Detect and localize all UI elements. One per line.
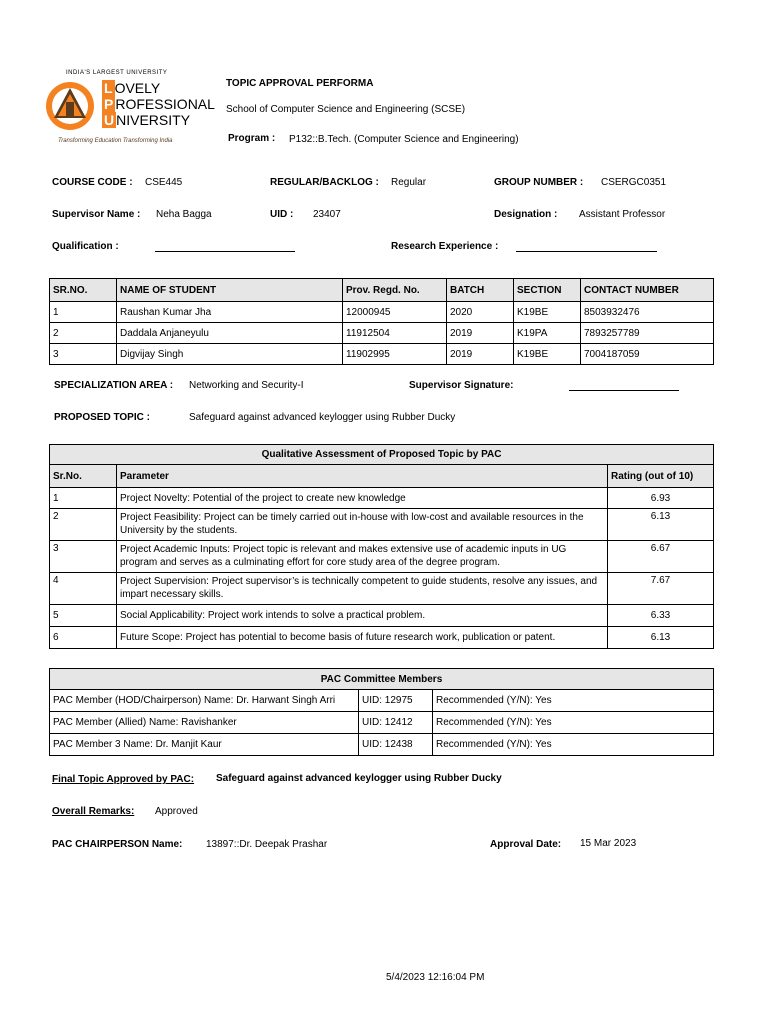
- proposed-topic-label: PROPOSED TOPIC :: [54, 412, 150, 423]
- supervisor-signature-label: Supervisor Signature:: [409, 380, 514, 391]
- logo-emblem-icon: [44, 80, 96, 132]
- table-row: [50, 627, 714, 649]
- approval-date-label: Approval Date:: [490, 839, 562, 850]
- students-header-row: [50, 279, 714, 302]
- specialization-label: SPECIALIZATION AREA :: [54, 380, 174, 391]
- table-cell: 7893257789: [581, 323, 714, 344]
- course-code-value: CSE445: [145, 177, 183, 188]
- table-cell: PAC Member (Allied) Name: Ravishanker: [50, 712, 359, 734]
- table-row: [50, 488, 714, 509]
- parameter-cell: Social Applicability: Project work intends to solve a practical problem.: [117, 605, 608, 627]
- table-row: [50, 323, 714, 344]
- table-cell: PAC Member 3 Name: Dr. Manjit Kaur: [50, 734, 359, 756]
- table-cell: 11912504: [343, 323, 447, 344]
- table-cell: 6: [50, 627, 117, 649]
- table-cell: Daddala Anjaneyulu: [117, 323, 343, 344]
- uid-label: UID :: [270, 209, 294, 220]
- table-row: [50, 605, 714, 627]
- supervisor-name-value: Neha Bagga: [156, 209, 212, 220]
- group-number-value: CSERGC0351: [601, 177, 667, 188]
- table-cell: 2019: [447, 323, 514, 344]
- table-cell: 1: [50, 302, 117, 323]
- rating-cell: 6.33: [608, 605, 714, 627]
- table-cell: 7004187059: [581, 344, 714, 365]
- table-cell: 12000945: [343, 302, 447, 323]
- table-cell: Recommended (Y/N): Yes: [433, 690, 714, 712]
- table-row: [50, 541, 714, 573]
- table-cell: UID: 12412: [359, 712, 433, 734]
- form-title: TOPIC APPROVAL PERFORMA: [226, 78, 374, 89]
- logo-tagline-top: INDIA'S LARGEST UNIVERSITY: [66, 70, 168, 76]
- parameter-cell: Project Novelty: Potential of the project to create new knowledge: [117, 488, 608, 509]
- table-cell: UID: 12975: [359, 690, 433, 712]
- regular-backlog-label: REGULAR/BACKLOG :: [270, 177, 379, 188]
- pac-title-row: [50, 669, 714, 690]
- column-header: Rating (out of 10): [608, 465, 714, 488]
- table-cell: 4: [50, 573, 117, 605]
- rating-cell: 6.93: [608, 488, 714, 509]
- table-row: [50, 302, 714, 323]
- research-experience-label: Research Experience :: [391, 241, 499, 252]
- rating-cell: 6.67: [608, 541, 714, 573]
- qualification-blank-line: [155, 251, 295, 252]
- table-cell: K19PA: [514, 323, 581, 344]
- pac-title: PAC Committee Members: [50, 669, 714, 690]
- column-header: SR.NO.: [50, 279, 117, 302]
- assessment-table: [49, 444, 714, 649]
- print-timestamp: 5/4/2023 12:16:04 PM: [386, 972, 485, 983]
- assessment-header-row: [50, 465, 714, 488]
- uid-value: 23407: [313, 209, 341, 220]
- parameter-cell: Project Feasibility: Project can be timely carried out in-house with low-cost and available resources in the University by the students.: [117, 509, 608, 541]
- rating-cell: 7.67: [608, 573, 714, 605]
- table-cell: Recommended (Y/N): Yes: [433, 734, 714, 756]
- final-topic-value: Safeguard against advanced keylogger using Rubber Ducky: [216, 773, 502, 784]
- table-cell: 2: [50, 509, 117, 541]
- table-row: [50, 573, 714, 605]
- regular-backlog-value: Regular: [391, 177, 427, 188]
- university-logo: [44, 70, 215, 150]
- table-row: [50, 734, 714, 756]
- column-header: NAME OF STUDENT: [117, 279, 343, 302]
- table-cell: PAC Member (HOD/Chairperson) Name: Dr. Harwant Singh Arri: [50, 690, 359, 712]
- program-value: P132::B.Tech. (Computer Science and Engineering): [289, 134, 519, 145]
- column-header: SECTION: [514, 279, 581, 302]
- table-cell: Digvijay Singh: [117, 344, 343, 365]
- parameter-cell: Future Scope: Project has potential to become basis of future research work, publication or patent.: [117, 627, 608, 649]
- final-topic-label: Final Topic Approved by PAC:: [52, 774, 195, 785]
- table-cell: Recommended (Y/N): Yes: [433, 712, 714, 734]
- table-cell: UID: 12438: [359, 734, 433, 756]
- approval-date-value: 15 Mar 2023: [580, 838, 637, 849]
- table-cell: Raushan Kumar Jha: [117, 302, 343, 323]
- research-blank-line: [516, 251, 657, 252]
- proposed-topic-value: Safeguard against advanced keylogger using Rubber Ducky: [189, 412, 456, 423]
- column-header: Prov. Regd. No.: [343, 279, 447, 302]
- column-header: CONTACT NUMBER: [581, 279, 714, 302]
- pac-chairperson-label: PAC CHAIRPERSON Name:: [52, 839, 183, 850]
- assessment-title: Qualitative Assessment of Proposed Topic by PAC: [50, 445, 714, 465]
- table-row: [50, 690, 714, 712]
- table-cell: K19BE: [514, 302, 581, 323]
- table-cell: 1: [50, 488, 117, 509]
- table-cell: 3: [50, 541, 117, 573]
- table-cell: 3: [50, 344, 117, 365]
- designation-value: Assistant Professor: [579, 209, 666, 220]
- table-row: [50, 712, 714, 734]
- table-row: [50, 344, 714, 365]
- logo-tagline-bottom: Transforming Education Transforming India: [58, 138, 173, 144]
- program-label: Program :: [228, 133, 276, 144]
- table-cell: 5: [50, 605, 117, 627]
- table-cell: 8503932476: [581, 302, 714, 323]
- column-header: Sr.No.: [50, 465, 117, 488]
- rating-cell: 6.13: [608, 509, 714, 541]
- qualification-label: Qualification :: [52, 241, 119, 252]
- column-header: BATCH: [447, 279, 514, 302]
- table-row: [50, 509, 714, 541]
- assessment-title-row: [50, 445, 714, 465]
- pac-committee-table: [49, 668, 714, 756]
- school-name: School of Computer Science and Engineering (SCSE): [226, 104, 466, 115]
- table-cell: K19BE: [514, 344, 581, 365]
- table-cell: 11902995: [343, 344, 447, 365]
- logo-wordmark: L OVELY P ROFESSIONAL U NIVERSITY: [104, 80, 215, 128]
- rating-cell: 6.13: [608, 627, 714, 649]
- table-cell: 2019: [447, 344, 514, 365]
- column-header: Parameter: [117, 465, 608, 488]
- table-cell: 2020: [447, 302, 514, 323]
- signature-blank-line: [569, 390, 679, 391]
- overall-remarks-label: Overall Remarks:: [52, 806, 135, 817]
- specialization-value: Networking and Security-I: [189, 380, 304, 391]
- parameter-cell: Project Academic Inputs: Project topic is relevant and makes extensive use of academic inputs in UG program and serves as a culminating effort for core study area of the degree program.: [117, 541, 608, 573]
- course-code-label: COURSE CODE :: [52, 177, 133, 188]
- table-cell: 2: [50, 323, 117, 344]
- overall-remarks-value: Approved: [155, 806, 198, 817]
- pac-chairperson-value: 13897::Dr. Deepak Prashar: [206, 839, 328, 850]
- designation-label: Designation :: [494, 209, 558, 220]
- group-number-label: GROUP NUMBER :: [494, 177, 584, 188]
- students-table: [49, 278, 714, 365]
- parameter-cell: Project Supervision: Project supervisor’s is technically competent to guide students, resolve any issues, and impart necessary skills.: [117, 573, 608, 605]
- supervisor-name-label: Supervisor Name :: [52, 209, 141, 220]
